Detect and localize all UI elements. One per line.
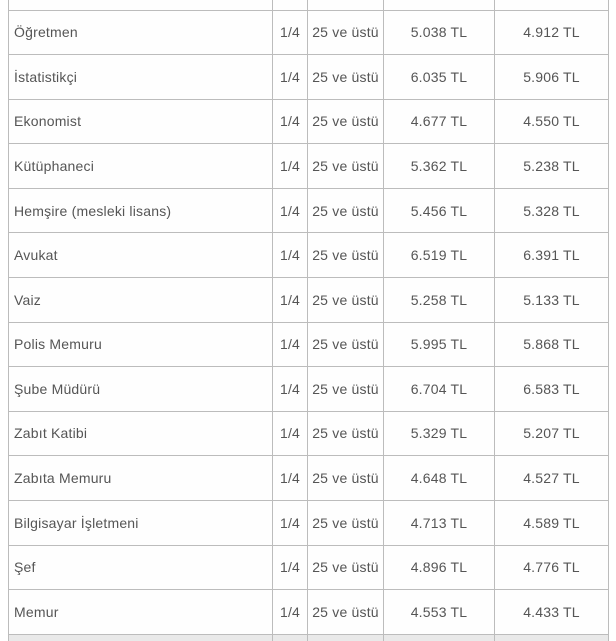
empty-cell [308,634,384,641]
service-years-cell: 25 ve üstü [308,367,384,412]
job-title-cell: Şube Müdürü [9,367,273,412]
table-row [9,590,609,635]
degree-cell: 1/4 [273,55,308,100]
degree-cell: 1/4 [273,411,308,456]
table-row [9,233,609,278]
table-row-partial-top [9,0,609,10]
salary-cell: 4.896 TL [384,545,495,590]
table-row [9,99,609,144]
empty-cell [308,0,384,10]
service-years-cell: 25 ve üstü [308,545,384,590]
table-row [9,456,609,501]
table-row [9,144,609,189]
degree-cell: 1/4 [273,188,308,233]
empty-cell [495,0,609,10]
job-title-cell: Memur [9,590,273,635]
salary-cell: 4.550 TL [495,99,609,144]
salary-cell: 4.433 TL [495,590,609,635]
service-years-cell: 25 ve üstü [308,233,384,278]
salary-cell: 5.038 TL [384,10,495,55]
service-years-cell: 25 ve üstü [308,322,384,367]
salary-cell: 5.238 TL [495,144,609,189]
job-title-cell: Öğretmen [9,10,273,55]
empty-cell [495,634,609,641]
service-years-cell: 25 ve üstü [308,456,384,501]
table-row [9,545,609,590]
degree-cell: 1/4 [273,10,308,55]
service-years-cell: 25 ve üstü [308,590,384,635]
table-row [9,278,609,323]
salary-cell: 4.912 TL [495,10,609,55]
service-years-cell: 25 ve üstü [308,55,384,100]
degree-cell: 1/4 [273,590,308,635]
degree-cell: 1/4 [273,144,308,189]
job-title-cell: Avukat [9,233,273,278]
empty-cell [9,0,273,10]
table-row [9,55,609,100]
salary-table-body [9,0,609,641]
table-row [9,367,609,412]
degree-cell: 1/4 [273,233,308,278]
empty-cell [9,634,273,641]
salary-cell: 5.456 TL [384,188,495,233]
table-row [9,188,609,233]
salary-cell: 4.677 TL [384,99,495,144]
service-years-cell: 25 ve üstü [308,188,384,233]
salary-cell: 5.133 TL [495,278,609,323]
salary-cell: 4.589 TL [495,501,609,546]
job-title-cell: Şef [9,545,273,590]
empty-cell [273,634,308,641]
salary-cell: 6.583 TL [495,367,609,412]
table-row-partial-bottom [9,634,609,641]
salary-cell: 5.258 TL [384,278,495,323]
empty-cell [384,634,495,641]
empty-cell [384,0,495,10]
service-years-cell: 25 ve üstü [308,278,384,323]
salary-cell: 5.995 TL [384,322,495,367]
degree-cell: 1/4 [273,456,308,501]
service-years-cell: 25 ve üstü [308,10,384,55]
salary-cell: 4.776 TL [495,545,609,590]
salary-cell: 4.648 TL [384,456,495,501]
job-title-cell: Zabıt Katibi [9,411,273,456]
job-title-cell: Polis Memuru [9,322,273,367]
job-title-cell: Zabıta Memuru [9,456,273,501]
salary-cell: 5.906 TL [495,55,609,100]
service-years-cell: 25 ve üstü [308,99,384,144]
job-title-cell: Hemşire (mesleki lisans) [9,188,273,233]
salary-cell: 5.362 TL [384,144,495,189]
table-row [9,501,609,546]
salary-cell: 6.035 TL [384,55,495,100]
salary-table [8,0,609,641]
salary-cell: 5.328 TL [495,188,609,233]
empty-cell [273,0,308,10]
salary-cell: 6.704 TL [384,367,495,412]
salary-cell: 6.391 TL [495,233,609,278]
salary-cell: 5.868 TL [495,322,609,367]
salary-cell: 4.553 TL [384,590,495,635]
degree-cell: 1/4 [273,501,308,546]
table-row [9,322,609,367]
degree-cell: 1/4 [273,367,308,412]
job-title-cell: Vaiz [9,278,273,323]
degree-cell: 1/4 [273,322,308,367]
salary-cell: 4.713 TL [384,501,495,546]
table-row [9,10,609,55]
salary-cell: 5.329 TL [384,411,495,456]
service-years-cell: 25 ve üstü [308,501,384,546]
salary-cell: 5.207 TL [495,411,609,456]
degree-cell: 1/4 [273,545,308,590]
degree-cell: 1/4 [273,278,308,323]
service-years-cell: 25 ve üstü [308,144,384,189]
job-title-cell: Kütüphaneci [9,144,273,189]
service-years-cell: 25 ve üstü [308,411,384,456]
job-title-cell: İstatistikçi [9,55,273,100]
table-row [9,411,609,456]
salary-cell: 4.527 TL [495,456,609,501]
degree-cell: 1/4 [273,99,308,144]
job-title-cell: Bilgisayar İşletmeni [9,501,273,546]
salary-cell: 6.519 TL [384,233,495,278]
job-title-cell: Ekonomist [9,99,273,144]
